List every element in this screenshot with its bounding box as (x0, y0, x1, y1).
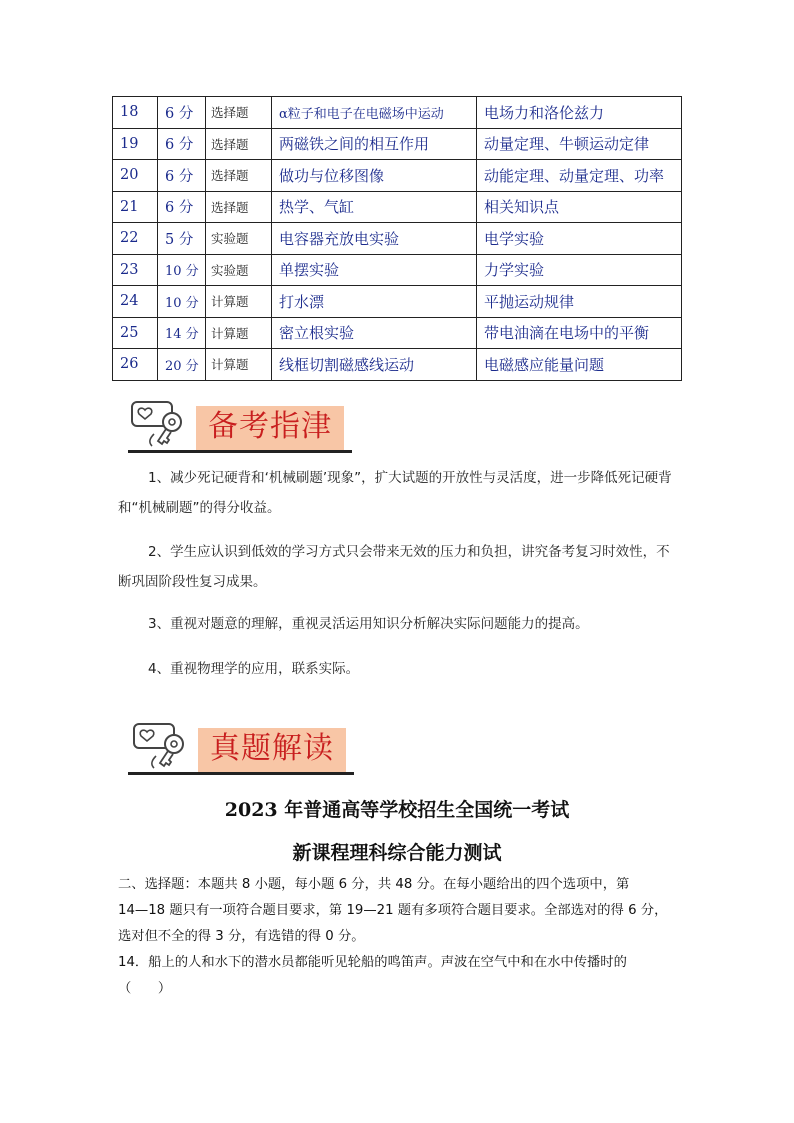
question-type-cell: 选择题 (206, 97, 272, 129)
tip-text: 、重视对题意的理解，重视灵活运用知识分析解决实际问题能力的提高。 (156, 616, 589, 632)
tip-number: 2 (148, 544, 157, 560)
question-type-cell: 计算题 (206, 317, 272, 349)
question-14: 14．船上的人和水下的潜水员都能听见轮船的鸣笛声。声波在空气中和在水中传播时的 (118, 955, 627, 970)
exam-title: 2023 年普通高等学校招生全国统一考试 (224, 799, 570, 821)
key-heart-icon (130, 718, 198, 772)
knowledge-cell: 动能定理、动量定理、功率 (477, 160, 682, 192)
question-number-cell: 26 (113, 349, 158, 381)
score-cell: 5 分 (158, 223, 206, 255)
question-type-cell: 选择题 (206, 128, 272, 160)
knowledge-cell: 电磁感应能量问题 (477, 349, 682, 381)
tip-text: 、重视物理学的应用，联系实际。 (156, 661, 360, 677)
question-number-cell: 25 (113, 317, 158, 349)
question-number-cell: 19 (113, 128, 158, 160)
question-number-cell: 21 (113, 191, 158, 223)
question-number-cell: 23 (113, 254, 158, 286)
section-heading-prep (128, 396, 344, 450)
exam-subtitle: 新课程理科综合能力测试 (292, 842, 502, 864)
section-heading-label: 真题解读 (198, 728, 346, 772)
question-type-cell: 选择题 (206, 191, 272, 223)
question-number-cell: 18 (113, 97, 158, 129)
tip-number: 3 (148, 616, 157, 632)
table-row (113, 128, 682, 160)
heading-underline (128, 450, 352, 453)
section-heading-label: 备考指津 (196, 406, 344, 450)
tip-number: 1 (148, 470, 157, 486)
instruction-line: 14—18 题只有一项符合题目要求，第 19—21 题有多项符合题目要求。全部选对的得 6 分， (118, 903, 668, 918)
question-type-cell: 选择题 (206, 160, 272, 192)
topic-cell: 热学、气缸 (272, 191, 477, 223)
table-row (113, 317, 682, 349)
instructions (118, 872, 684, 1002)
key-heart-icon (128, 396, 196, 450)
table-row (113, 254, 682, 286)
score-cell: 6 分 (158, 191, 206, 223)
score-cell: 20 分 (158, 349, 206, 381)
topic-cell: α粒子和电子在电磁场中运动 (272, 97, 477, 129)
question-number-cell: 24 (113, 286, 158, 318)
knowledge-cell: 动量定理、牛顿运动定律 (477, 128, 682, 160)
score-cell: 6 分 (158, 160, 206, 192)
score-cell: 10 分 (158, 254, 206, 286)
question-type-cell: 计算题 (206, 286, 272, 318)
question-number-cell: 20 (113, 160, 158, 192)
topic-cell: 做功与位移图像 (272, 160, 477, 192)
section-heading-exam (130, 718, 346, 772)
knowledge-cell: 平抛运动规律 (477, 286, 682, 318)
score-cell: 6 分 (158, 97, 206, 129)
tip-number: 4 (148, 661, 157, 677)
instruction-line: 二、选择题：本题共 8 小题，每小题 6 分，共 48 分。在每小题给出的四个选项中，第 (118, 877, 630, 892)
table-row (113, 97, 682, 129)
tip-paragraph (118, 654, 682, 684)
topic-cell: 单摆实验 (272, 254, 477, 286)
topic-cell: 电容器充放电实验 (272, 223, 477, 255)
table-body (113, 97, 682, 381)
knowledge-cell: 力学实验 (477, 254, 682, 286)
heading-underline (128, 772, 354, 775)
topic-cell: 打水漂 (272, 286, 477, 318)
question-number-cell: 22 (113, 223, 158, 255)
tip-text: 、学生应认识到低效的学习方式只会带来无效的压力和负担，讲究备考复习时效性，不断巩固阶段性复习成果。 (118, 544, 670, 590)
instruction-line: 选对但不全的得 3 分，有选错的得 0 分。 (118, 929, 365, 944)
table-row (113, 223, 682, 255)
table-row (113, 160, 682, 192)
question-type-cell: 计算题 (206, 349, 272, 381)
topic-cell: 两磁铁之间的相互作用 (272, 128, 477, 160)
score-cell: 14 分 (158, 317, 206, 349)
tip-paragraph (118, 609, 682, 639)
tip-paragraph (118, 537, 682, 597)
table-row (113, 349, 682, 381)
score-cell: 10 分 (158, 286, 206, 318)
knowledge-cell: 相关知识点 (477, 191, 682, 223)
answer-blank: （ ） (118, 981, 172, 996)
score-cell: 6 分 (158, 128, 206, 160)
tip-text: 、减少死记硬背和‘机械刷题’现象”，扩大试题的开放性与灵活度，进一步降低死记硬背和“机械刷题”的得分收益。 (118, 470, 672, 516)
question-type-cell: 实验题 (206, 223, 272, 255)
knowledge-cell: 带电油滴在电场中的平衡 (477, 317, 682, 349)
topic-cell: 密立根实验 (272, 317, 477, 349)
exam-analysis-table (112, 96, 682, 381)
table-row (113, 191, 682, 223)
topic-cell: 线框切割磁感线运动 (272, 349, 477, 381)
table-row (113, 286, 682, 318)
tip-paragraph (118, 463, 682, 523)
question-type-cell: 实验题 (206, 254, 272, 286)
knowledge-cell: 电场力和洛伦兹力 (477, 97, 682, 129)
knowledge-cell: 电学实验 (477, 223, 682, 255)
